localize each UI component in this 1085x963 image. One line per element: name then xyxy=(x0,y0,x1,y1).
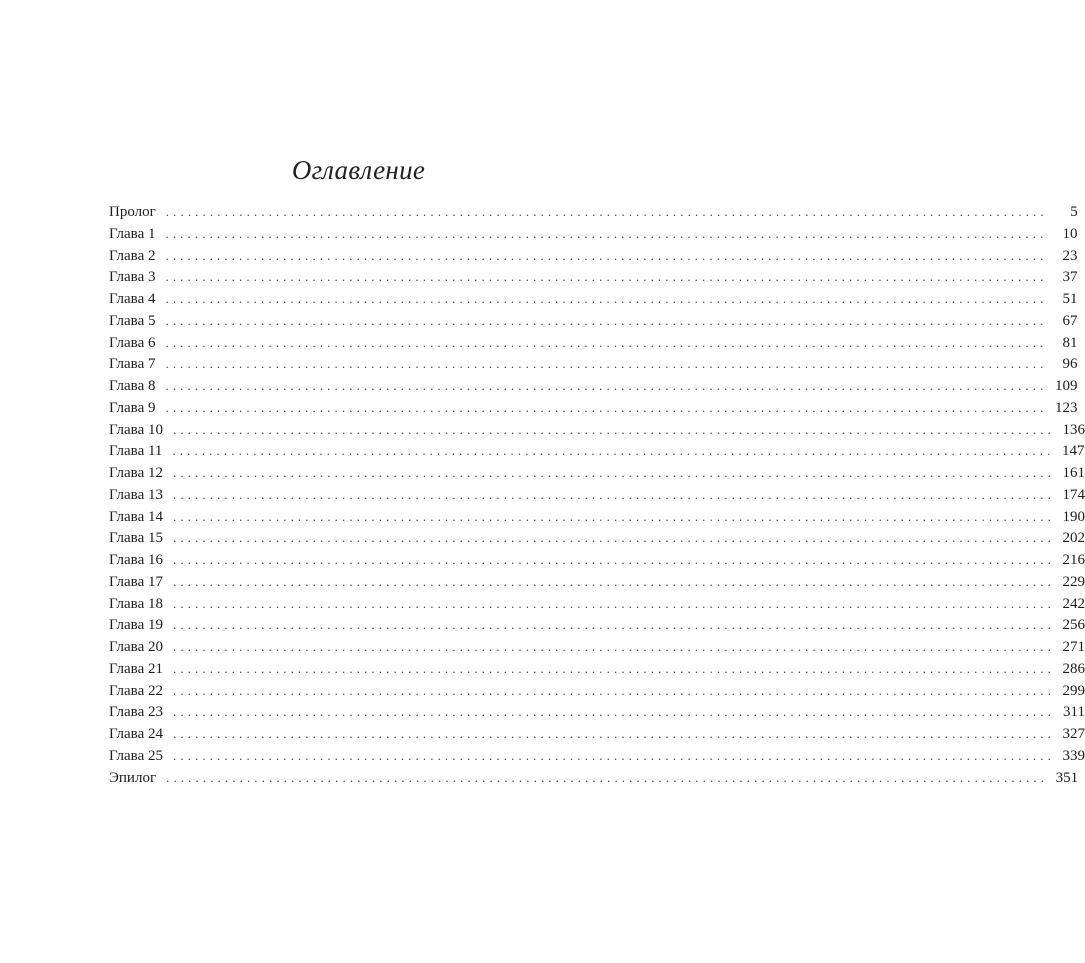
toc-dot-leader: ........................................................................................................................ xyxy=(172,682,1055,698)
toc-entry xyxy=(109,506,1085,528)
toc-entry xyxy=(109,636,1085,658)
toc-entry xyxy=(109,245,1078,267)
toc-dot-leader: ........................................................................................................................ xyxy=(165,378,1048,393)
toc-entry-page: 202 xyxy=(1062,530,1085,547)
toc-entry-label: Глава 1 xyxy=(109,225,156,242)
toc-entry-page: 109 xyxy=(1054,378,1078,394)
toc-entry xyxy=(109,614,1085,636)
page-title: Оглавление xyxy=(291,155,426,185)
toc-entry xyxy=(109,745,1085,767)
toc-entry xyxy=(109,375,1078,397)
toc-entry-page: 311 xyxy=(1063,704,1085,721)
toc-dot-leader: ........................................................................................................................ xyxy=(166,769,1049,785)
toc-dot-leader: ........................................................................................................................ xyxy=(165,269,1048,285)
toc-dot-leader: ........................................................................................................................ xyxy=(172,486,1055,502)
toc-entry xyxy=(109,397,1078,419)
toc-entry xyxy=(109,223,1078,245)
toc-dot-leader: ........................................................................................................................ xyxy=(165,399,1048,415)
toc-dot-leader: ........................................................................................................................ xyxy=(165,204,1048,219)
toc-dot-leader: ........................................................................................................................ xyxy=(165,334,1048,350)
toc-entry-label: Глава 15 xyxy=(109,530,163,547)
toc-entry xyxy=(109,701,1085,723)
toc-dot-leader: ........................................................................................................................ xyxy=(165,225,1048,241)
toc-entry-page: 37 xyxy=(1062,269,1078,286)
table-of-contents xyxy=(109,201,1085,788)
toc-dot-leader: ........................................................................................................................ xyxy=(172,421,1055,437)
toc-entry-label: Глава 3 xyxy=(109,269,156,286)
toc-entry xyxy=(109,353,1078,375)
toc-entry xyxy=(109,767,1079,789)
toc-entry xyxy=(109,593,1085,615)
toc-dot-leader: ........................................................................................................................ xyxy=(172,747,1055,763)
toc-dot-leader: ........................................................................................................................ xyxy=(165,356,1048,372)
toc-entry-label: Глава 5 xyxy=(109,312,156,329)
toc-entry-label: Глава 17 xyxy=(109,573,163,590)
toc-entry-label: Глава 10 xyxy=(109,421,163,438)
toc-entry-page: 216 xyxy=(1062,552,1085,568)
toc-dot-leader: ........................................................................................................................ xyxy=(172,443,1055,459)
toc-dot-leader: ........................................................................................................................ xyxy=(172,617,1055,633)
toc-entry-label: Глава 13 xyxy=(109,486,163,503)
toc-entry-label: Глава 14 xyxy=(109,508,163,525)
toc-entry-page: 339 xyxy=(1062,747,1085,764)
toc-dot-leader: ........................................................................................................................ xyxy=(172,573,1055,589)
toc-entry-page: 271 xyxy=(1062,639,1085,655)
toc-entry-label: Глава 4 xyxy=(109,291,156,307)
toc-entry-page: 96 xyxy=(1062,356,1078,373)
toc-entry-label: Глава 9 xyxy=(109,399,156,416)
toc-entry-label: Глава 25 xyxy=(109,747,163,764)
toc-entry-page: 147 xyxy=(1061,443,1085,460)
toc-entry-label: Глава 24 xyxy=(109,726,163,742)
toc-entry-label: Глава 7 xyxy=(109,356,156,373)
toc-entry-label: Глава 8 xyxy=(109,378,156,394)
toc-entry-page: 327 xyxy=(1062,726,1085,742)
toc-entry-page: 190 xyxy=(1062,508,1085,525)
toc-entry-page: 5 xyxy=(1070,204,1078,220)
toc-dot-leader: ........................................................................................................................ xyxy=(172,639,1055,654)
toc-entry xyxy=(109,680,1085,702)
toc-entry xyxy=(109,310,1078,332)
toc-entry-page: 123 xyxy=(1054,399,1078,416)
toc-entry-label: Глава 18 xyxy=(109,595,163,612)
toc-entry-page: 256 xyxy=(1062,617,1085,634)
toc-entry-label: Глава 20 xyxy=(109,639,163,655)
toc-entry xyxy=(109,527,1085,549)
toc-dot-leader: ........................................................................................................................ xyxy=(172,465,1055,480)
toc-dot-leader: ........................................................................................................................ xyxy=(172,660,1055,676)
toc-entry-page: 67 xyxy=(1062,312,1078,329)
toc-entry xyxy=(109,462,1085,484)
toc-entry xyxy=(109,419,1085,441)
toc-entry xyxy=(109,332,1078,354)
toc-entry-label: Глава 19 xyxy=(109,617,163,634)
toc-entry-page: 242 xyxy=(1062,595,1085,612)
toc-entry-label: Глава 21 xyxy=(109,660,163,677)
toc-entry-page: 229 xyxy=(1062,573,1085,590)
toc-dot-leader: ........................................................................................................................ xyxy=(172,726,1055,741)
toc-entry-label: Глава 16 xyxy=(109,552,163,568)
toc-dot-leader: ........................................................................................................................ xyxy=(165,291,1048,306)
toc-entry xyxy=(109,484,1085,506)
toc-entry-page: 81 xyxy=(1062,334,1078,351)
toc-entry xyxy=(109,288,1078,310)
toc-entry-label: Глава 23 xyxy=(109,704,163,721)
toc-entry-page: 10 xyxy=(1062,225,1078,242)
toc-entry-page: 51 xyxy=(1062,291,1078,307)
toc-dot-leader: ........................................................................................................................ xyxy=(165,312,1048,328)
toc-entry-label: Глава 22 xyxy=(109,682,163,699)
toc-entry-page: 286 xyxy=(1062,660,1085,677)
toc-entry xyxy=(109,571,1085,593)
toc-entry-label: Пролог xyxy=(109,204,156,220)
toc-dot-leader: ........................................................................................................................ xyxy=(165,247,1048,263)
toc-entry xyxy=(109,266,1078,288)
toc-entry-label: Глава 6 xyxy=(109,334,156,351)
toc-dot-leader: ........................................................................................................................ xyxy=(172,530,1055,546)
toc-entry-page: 23 xyxy=(1062,247,1078,264)
toc-entry-page: 351 xyxy=(1055,769,1079,786)
toc-dot-leader: ........................................................................................................................ xyxy=(172,552,1055,567)
toc-entry xyxy=(109,549,1085,571)
toc-dot-leader: ........................................................................................................................ xyxy=(172,704,1055,720)
toc-entry-label: Эпилог xyxy=(109,769,157,786)
toc-entry-label: Глава 12 xyxy=(109,465,163,481)
toc-entry xyxy=(109,723,1085,745)
toc-entry-page: 161 xyxy=(1062,465,1085,481)
toc-entry-page: 174 xyxy=(1062,486,1085,503)
toc-entry-label: Глава 2 xyxy=(109,247,156,264)
toc-entry-label: Глава 11 xyxy=(109,443,163,460)
toc-entry xyxy=(109,440,1085,462)
toc-dot-leader: ........................................................................................................................ xyxy=(172,508,1055,524)
toc-entry xyxy=(109,658,1085,680)
toc-dot-leader: ........................................................................................................................ xyxy=(172,595,1055,611)
toc-entry-page: 136 xyxy=(1062,421,1085,438)
toc-entry xyxy=(109,201,1078,223)
toc-entry-page: 299 xyxy=(1062,682,1085,699)
